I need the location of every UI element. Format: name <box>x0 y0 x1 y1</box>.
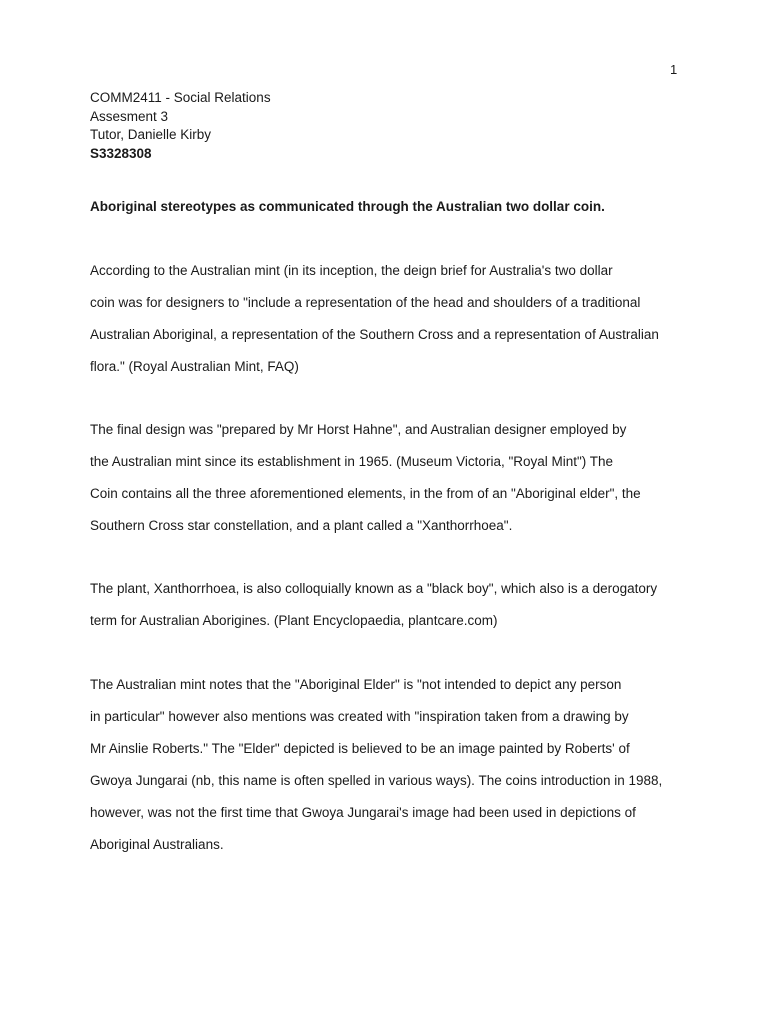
paragraph-line: Australian Aboriginal, a representation of the Southern Cross and a representation of Australian <box>90 327 659 342</box>
paragraph-line: however, was not the first time that Gwoya Jungarai's image had been used in depictions of <box>90 805 636 820</box>
paragraph-line: The plant, Xanthorrhoea, is also colloquially known as a "black boy", which also is a derogatory <box>90 581 658 596</box>
paragraph-line: flora." (Royal Australian Mint, FAQ) <box>90 359 299 374</box>
paragraph-line: The final design was "prepared by Mr Horst Hahne", and Australian designer employed by <box>90 422 627 437</box>
paragraph-line: According to the Australian mint (in its inception, the deign brief for Australia's two dollar <box>90 263 613 278</box>
paragraph-line: Aboriginal Australians. <box>90 837 224 852</box>
tutor-line: Tutor, Danielle Kirby <box>90 127 212 142</box>
student-id: S3328308 <box>90 145 152 161</box>
paragraph-line: The Australian mint notes that the "Aboriginal Elder" is "not intended to depict any person <box>90 677 622 692</box>
paragraph-line: Coin contains all the three aforementioned elements, in the from of an "Aboriginal elder", the <box>90 486 641 501</box>
paragraph-line: term for Australian Aborigines. (Plant Encyclopaedia, plantcare.com) <box>90 613 498 628</box>
paragraph-line: in particular" however also mentions was created with "inspiration taken from a drawing by <box>90 709 629 724</box>
essay-title: Aboriginal stereotypes as communicated through the Australian two dollar coin. <box>90 199 605 214</box>
paragraph-line: coin was for designers to "include a representation of the head and shoulders of a traditional <box>90 295 641 310</box>
assessment-line: Assesment 3 <box>90 108 169 124</box>
course-line: COMM2411 - Social Relations <box>90 90 271 105</box>
paragraph-line: Southern Cross star constellation, and a plant called a "Xanthorrhoea". <box>90 518 513 533</box>
paragraph-line: the Australian mint since its establishment in 1965. (Museum Victoria, "Royal Mint") The <box>90 454 614 469</box>
document-header <box>90 89 271 163</box>
paragraph-line: Mr Ainslie Roberts." The "Elder" depicted is believed to be an image painted by Roberts' of <box>90 741 630 756</box>
page-number: 1 <box>670 62 678 77</box>
paragraph-line: Gwoya Jungarai (nb, this name is often spelled in various ways). The coins introduction in 1988, <box>90 773 663 788</box>
